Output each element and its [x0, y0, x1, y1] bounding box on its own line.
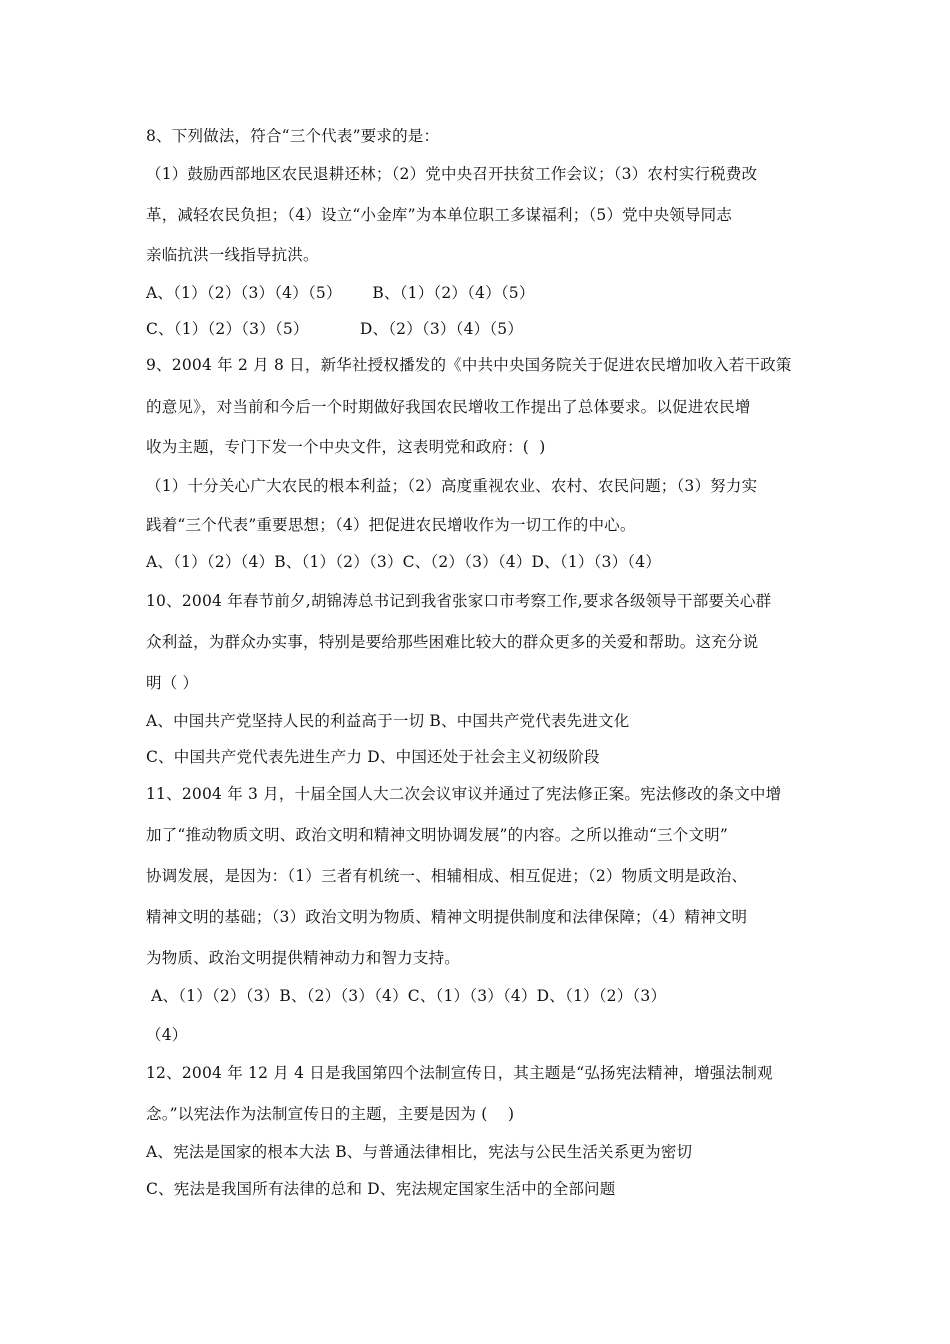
question-9-stem-line-3: 收为主题，专门下发一个中央文件，这表明党和政府：( ): [146, 438, 546, 456]
question-10-stem-line-1: 10、2004 年春节前夕,胡锦涛总书记到我省张家口市考察工作,要求各级领导干部要关心群: [146, 592, 772, 610]
question-9-stem-line-2: 的意见》，对当前和今后一个时期做好我国农民增收工作提出了总体要求。以促进农民增: [146, 398, 751, 416]
question-8-items-line-1: （1）鼓励西部地区农民退耕还林；（2）党中央召开扶贫工作会议；（3）农村实行税费改: [146, 165, 758, 183]
question-10-options-ab: A、中国共产党坚持人民的利益高于一切 B、中国共产党代表先进文化: [146, 712, 630, 730]
question-11-stem-line-3: 协调发展，是因为：（1）三者有机统一、相辅相成、相互促进；（2）物质文明是政治、: [146, 867, 748, 885]
question-10-stem-line-3: 明（ ）: [146, 674, 199, 692]
question-12-options-cd: C、宪法是我国所有法律的总和 D、宪法规定国家生活中的全部问题: [146, 1180, 616, 1198]
question-11-stem-line-4: 精神文明的基础；（3）政治文明为物质、精神文明提供制度和法律保障；（4）精神文明: [146, 908, 748, 926]
question-8-options-ab: A、（1）（2）（3）（4）（5） B、（1）（2）（4）（5）: [146, 284, 535, 302]
question-12-options-ab: A、宪法是国家的根本大法 B、与普通法律相比，宪法与公民生活关系更为密切: [146, 1143, 693, 1161]
question-8-stem: 8、下列做法，符合“三个代表”要求的是：: [146, 127, 440, 145]
question-9-options: A、（1）（2）（4）B、（1）（2）（3）C、（2）（3）（4）D、（1）（3）（4）: [146, 553, 662, 571]
question-8-options-cd: C、（1）（2）（3）（5） D、（2）（3）（4）（5）: [146, 320, 524, 338]
question-8-items-line-3: 亲临抗洪一线指导抗洪。: [146, 246, 319, 264]
question-12-stem-line-1: 12、2004 年 12 月 4 日是我国第四个法制宣传日，其主题是“弘扬宪法精神，增强法制观: [146, 1064, 773, 1082]
question-9-items-line-1: （1）十分关心广大农民的根本利益；（2）高度重视农业、农村、农民问题；（3）努力实: [146, 477, 758, 495]
question-11-stem-line-1: 11、2004 年 3 月，十届全国人大二次会议审议并通过了宪法修正案。宪法修改的条文中增: [146, 785, 782, 803]
question-10-stem-line-2: 众利益，为群众办实事，特别是要给那些困难比较大的群众更多的关爱和帮助。这充分说: [146, 633, 759, 651]
question-12-stem-line-2: 念。”以宪法作为法制宣传日的主题，主要是因为 ( ): [146, 1105, 515, 1123]
question-9-items-line-2: 践着“三个代表”重要思想；（4）把促进农民增收作为一切工作的中心。: [146, 516, 636, 534]
question-11-options-line-1: A、（1）（2）（3）B、（2）（3）（4）C、（1）（3）（4）D、（1）（2）（3）: [146, 987, 667, 1005]
question-11-options-line-2: （4）: [146, 1026, 188, 1044]
question-8-items-line-2: 革，减轻农民负担；（4）设立“小金库”为本单位职工多谋福利；（5）党中央领导同志: [146, 206, 733, 224]
question-9-stem-line-1: 9、2004 年 2 月 8 日，新华社授权播发的《中共中央国务院关于促进农民增加收入若干政策: [146, 356, 792, 374]
question-10-options-cd: C、中国共产党代表先进生产力 D、中国还处于社会主义初级阶段: [146, 748, 600, 766]
question-11-stem-line-5: 为物质、政治文明提供精神动力和智力支持。: [146, 949, 461, 967]
question-11-stem-line-2: 加了“推动物质文明、政治文明和精神文明协调发展”的内容。之所以推动“三个文明”: [146, 826, 728, 844]
